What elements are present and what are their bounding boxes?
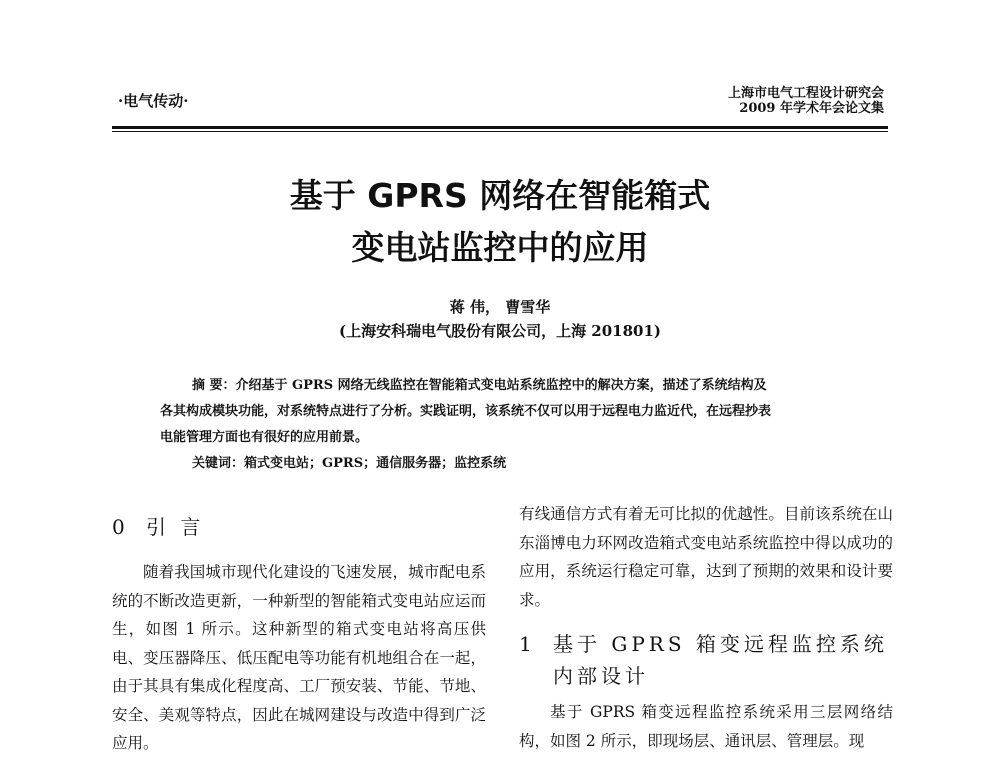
title-line-1: 基于 GPRS 网络在智能箱式: [289, 176, 711, 215]
keywords-line: [160, 451, 854, 477]
right-column: [519, 500, 893, 755]
journal-info: [728, 86, 884, 116]
header-rule-thin: [112, 131, 888, 132]
abstract-text-1: 介绍基于 GPRS 网络无线监控在智能箱式变电站系统监控中的解决方案，描述了系统结构及: [235, 378, 767, 393]
section-1-paragraph: 基于 GPRS 箱变远程监控系统采用三层网络结构，如图 2 所示，即现场层、通讯层、管理层。现: [519, 703, 893, 750]
keywords-text: 箱式变电站；GPRS；通信服务器；监控系统: [244, 456, 507, 471]
abstract-line-1: [160, 373, 854, 399]
section-0-number: 0: [112, 515, 129, 539]
abstract: [160, 373, 854, 477]
left-column: [112, 500, 486, 758]
intro-paragraph: 随着我国城市现代化建设的飞速发展，城市配电系统的不断改造更新，一种新型的智能箱式变电站应运而生，如图 1 所示。这种新型的箱式变电站将高压供电、变压器降压、低压配电等功能有机地组合在一起，由于其具有集成化程度高、工厂预安装、节能、节地、安全、美观等特点，因此在城网建设与改造中得到广泛应用。: [112, 563, 486, 752]
abstract-label: 摘 要：: [192, 378, 236, 393]
journal-line-2: 2009 年学术年会论文集: [739, 101, 884, 116]
abstract-line-2: 各其构成模块功能，对系统特点进行了分析。实践证明，该系统不仅可以用于远程电力监近代，在远程抄表: [160, 404, 772, 419]
section-tag: ·电气传动·: [118, 92, 189, 110]
affiliation: (上海安科瑞电气股份有限公司，上海 201801): [338, 322, 662, 340]
journal-line-1: 上海市电气工程设计研究会: [727, 86, 884, 101]
section-0-heading: [112, 512, 486, 542]
keywords-label: 关键词：: [192, 456, 245, 471]
continued-paragraph: 有线通信方式有着无可比拟的优越性。目前该系统在山东淄博电力环网改造箱式变电站系统监控中得以成功的应用，系统运行稳定可靠，达到了预期的效果和设计要求。: [519, 505, 893, 609]
section-1-title: 基于 GPRS 箱变远程监控系统内部设计: [553, 632, 888, 688]
abstract-line-3: 电能管理方面也有很好的应用前景。: [160, 430, 369, 445]
authors: 蒋 伟， 曹雪华: [449, 298, 551, 316]
header-rule-thick: [112, 126, 888, 129]
section-1-number: 1: [519, 632, 536, 656]
section-1-heading: [519, 628, 893, 692]
paper-title: [0, 170, 1000, 274]
section-0-title: 引 言: [146, 515, 205, 539]
title-line-2: 变电站监控中的应用: [351, 228, 649, 267]
